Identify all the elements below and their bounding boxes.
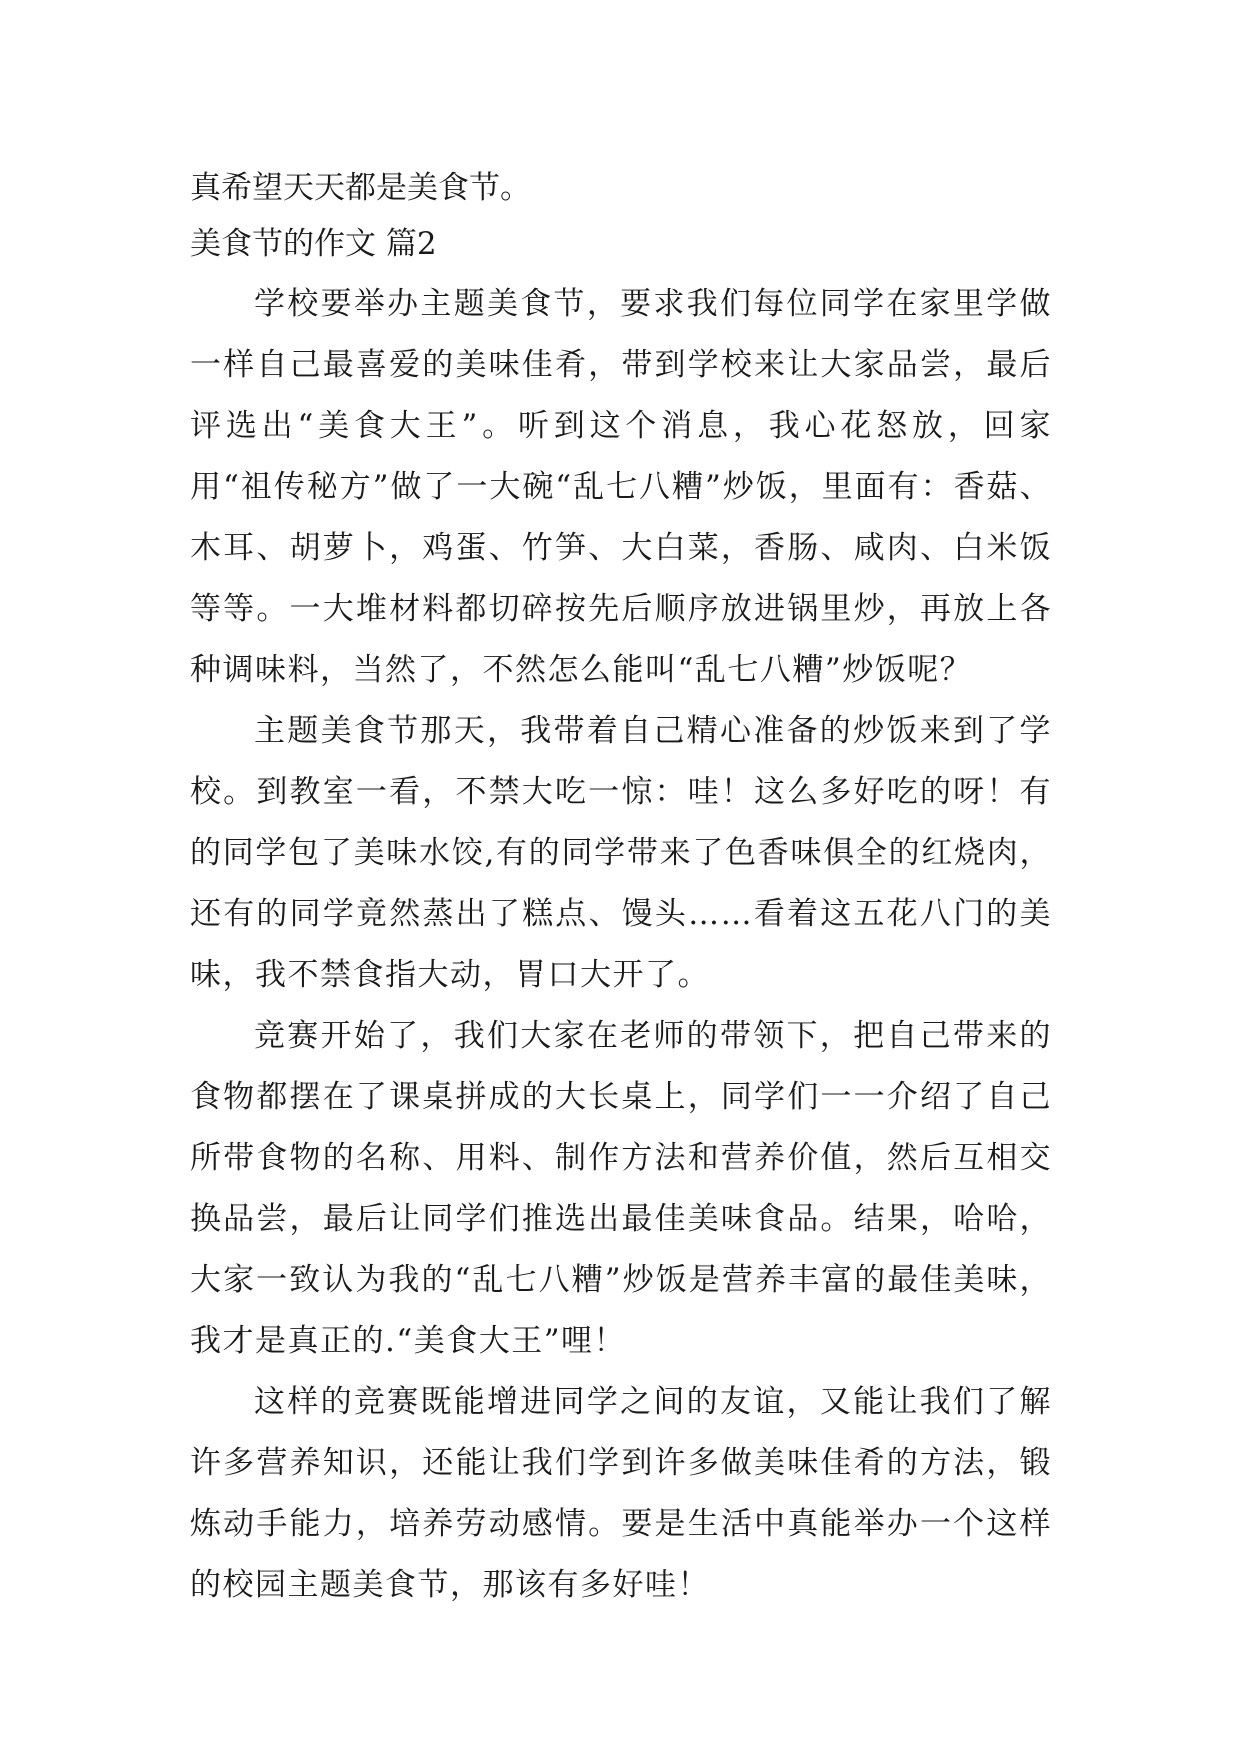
paragraph: 学校要举办主题美食节，要求我们每位同学在家里学做一样自己最喜爱的美味佳肴，带到学校来让大家品尝，最后评选出“美食大王”。听到这个消息，我心花怒放，回家用“祖传秘方”做了一大碗“乱七八糟”炒饭，里面有：香菇、木耳、胡萝卜，鸡蛋、竹笋、大白菜，香肠、咸肉、白米饭等等。一大堆材料都切碎按先后顺序放进锅里炒，再放上各种调味料，当然了，不然怎么能叫“乱七八糟”炒饭呢？ xyxy=(190,286,1052,688)
paragraph: 竞赛开始了，我们大家在老师的带领下，把自己带来的食物都摆在了课桌拼成的大长桌上，同学们一一介绍了自己所带食物的名称、用料、制作方法和营养价值，然后互相交换品尝，最后让同学们推选出最佳美味食品。结果，哈哈，大家一致认为我的“乱七八糟”炒饭是营养丰富的最佳美味，我才是真正的.“美食大王”哩！ xyxy=(190,1018,1052,1359)
paragraph: 主题美食节那天，我带着自己精心准备的炒饭来到了学校。到教室一看，不禁大吃一惊：哇！这么多好吃的呀！有的同学包了美味水饺,有的同学带来了色香味俱全的红烧肉，还有的同学竟然蒸出了糕点、馒头……看着这五花八门的美味，我不禁食指大动，胃口大开了。 xyxy=(190,713,1052,993)
section-title: 美食节的作文 篇2 xyxy=(190,226,437,262)
paragraph: 这样的竞赛既能增进同学之间的友谊，又能让我们了解许多营养知识，还能让我们学到许多做美味佳肴的方法，锻炼动手能力，培养劳动感情。要是生活中真能举办一个这样的校园主题美食节，那该有多好哇！ xyxy=(190,1384,1052,1603)
opening-line: 真希望天天都是美食节。 xyxy=(190,170,531,206)
document-body xyxy=(190,160,1052,1616)
